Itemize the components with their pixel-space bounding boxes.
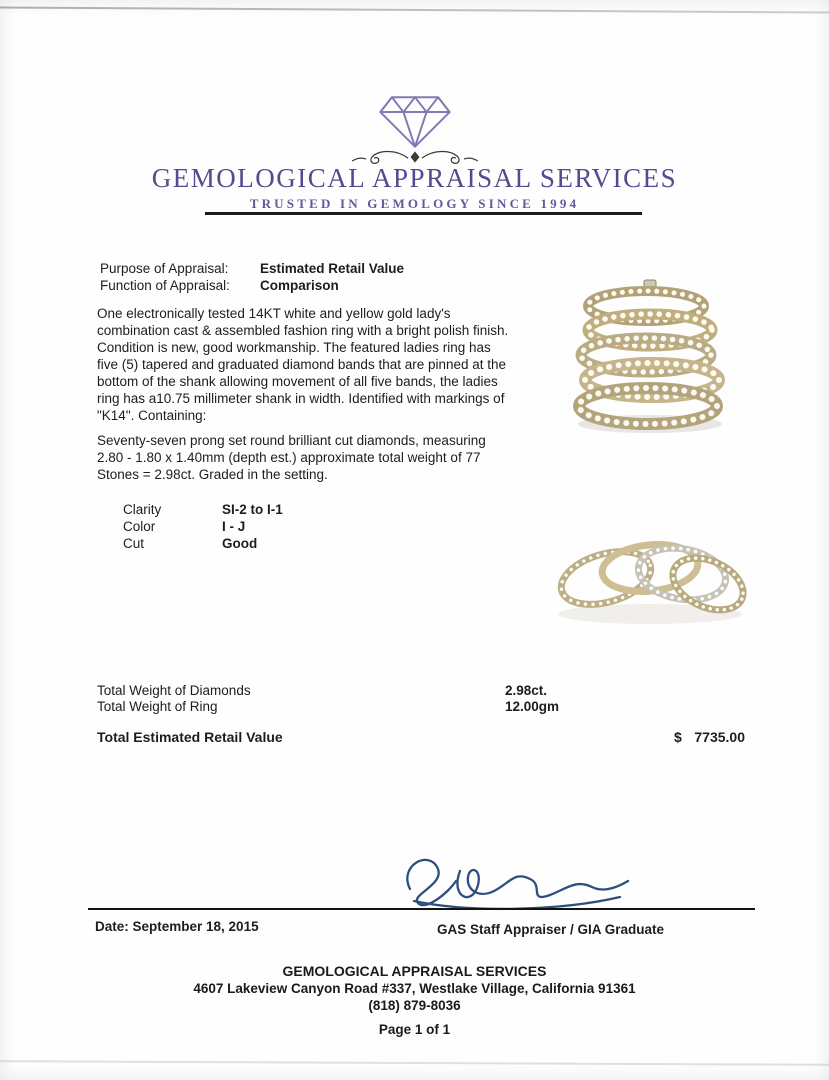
signature-line	[88, 908, 755, 910]
retail-currency: $	[674, 729, 682, 745]
total-ring-label: Total Weight of Ring	[97, 699, 218, 714]
color-value: I - J	[222, 519, 246, 534]
org-tagline: TRUSTED IN GEMOLOGY SINCE 1994	[249, 196, 580, 211]
footer-org-name: GEMOLOGICAL APPRAISAL SERVICES	[282, 963, 547, 979]
grading-row-color	[123, 518, 283, 535]
function-row	[100, 278, 404, 295]
ring-photo-fanned	[548, 514, 752, 632]
diamond-details: Seventy-seven prong set round brilliant cut diamonds, measuring 2.80 - 1.80 x 1.40mm (depth est.) approximate total weight of 77 Stones = 2.98ct. Graded in the setting.	[97, 433, 486, 482]
function-value: Comparison	[260, 277, 339, 293]
total-diamonds-value: 2.98ct.	[505, 683, 548, 698]
item-description: One electronically tested 14KT white and yellow gold lady's combination cast & assembled fashion ring with a bright polish finish. Condition is new, good workmanship. The featured ladies ring has five (5) tapered and graduated diamond bands that are pinned at the bottom of the shank allowing movement of all five bands, the ladies ring has a10.75 millimeter shank in width. Identified with markings of "K14". Containing:	[97, 306, 509, 423]
grading-row-cut	[123, 535, 283, 552]
function-label: Function of Appraisal:	[100, 277, 230, 293]
weight-totals	[97, 683, 755, 715]
total-diamonds-row	[97, 683, 755, 699]
purpose-label: Purpose of Appraisal:	[100, 261, 229, 276]
color-label: Color	[123, 519, 156, 534]
clarity-label: Clarity	[123, 502, 162, 517]
total-ring-value: 12.00gm	[505, 699, 560, 714]
footer-page-number: Page 1 of 1	[378, 1022, 451, 1037]
scan-edge-artifact	[0, 6, 829, 13]
purpose-row	[100, 261, 404, 278]
org-title: GEMOLOGICAL APPRAISAL SERVICES	[151, 163, 678, 193]
header-divider	[205, 212, 642, 215]
grading-row-clarity	[123, 501, 283, 518]
diamond-logo-icon	[369, 84, 461, 150]
cut-value: Good	[222, 536, 258, 551]
retail-value: 7735.00	[694, 729, 745, 745]
grading-table	[123, 501, 283, 552]
footer-address: 4607 Lakeview Canyon Road #337, Westlake Village, California 91361	[193, 981, 636, 996]
appraiser-signature	[378, 843, 643, 913]
clarity-value: SI-2 to I-1	[222, 502, 283, 517]
retail-value-row	[97, 729, 755, 745]
total-ring-row	[97, 699, 755, 715]
cut-label: Cut	[123, 536, 145, 551]
footer-phone: (818) 879-8036	[368, 998, 461, 1013]
ring-photo-stacked	[558, 276, 740, 438]
total-diamonds-label: Total Weight of Diamonds	[97, 683, 251, 698]
appraisal-date: Date: September 18, 2015	[95, 919, 259, 934]
appraiser-title: GAS Staff Appraiser / GIA Graduate	[437, 922, 665, 937]
purpose-value: Estimated Retail Value	[260, 261, 405, 276]
retail-value-label: Total Estimated Retail Value	[97, 729, 283, 745]
document-footer	[0, 963, 829, 1038]
scan-edge-artifact	[0, 1060, 829, 1066]
appraisal-meta	[100, 261, 404, 294]
